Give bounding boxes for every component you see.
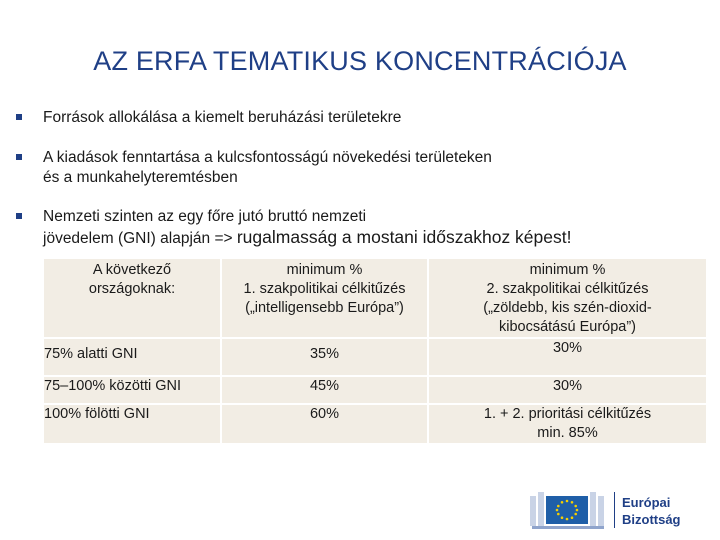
logo-text: Európai Bizottság <box>622 495 681 527</box>
concentration-table <box>42 257 708 445</box>
bullet-square-icon <box>16 154 22 160</box>
table-row <box>44 377 706 403</box>
cell-objective-2: 1. + 2. prioritási célkitűzés min. 85% <box>429 405 706 443</box>
cell-objective-2: 30% <box>429 339 706 375</box>
bullet-item-gni <box>16 207 571 249</box>
header-countries: A következő országoknak: <box>44 259 220 337</box>
page-title: AZ ERFA TEMATIKUS KONCENTRÁCIÓJA <box>93 46 627 76</box>
bullet-square-icon <box>16 213 22 219</box>
bullet-text-line1: Nemzeti szinten az egy főre jutó bruttó nemzeti <box>43 208 367 225</box>
row-label: 75% alatti GNI <box>44 339 220 375</box>
table-header-row <box>44 259 706 337</box>
bullet-square-icon <box>16 114 22 120</box>
header-objective-1: minimum % 1. szakpolitikai célkitűzés („intelligensebb Európa”) <box>222 259 427 337</box>
bullet-text-line2 <box>43 227 571 249</box>
cell-objective-2: 30% <box>429 377 706 403</box>
cell-objective-1: 45% <box>222 377 427 403</box>
table-row <box>44 405 706 443</box>
header-objective-2: minimum % 2. szakpolitikai célkitűzés („zöldebb, kis szén-dioxid- kibocsátású Európa”) <box>429 259 706 337</box>
bullet-text-line1: A kiadások fenntartása a kulcsfontosságú növekedési területeken <box>43 149 492 166</box>
row-label: 100% fölötti GNI <box>44 405 220 443</box>
bullet-item-allocation <box>16 108 401 128</box>
bullet-item-spending <box>16 148 492 188</box>
cell-objective-1: 35% <box>222 339 427 375</box>
cell-objective-1: 60% <box>222 405 427 443</box>
flexibility-highlight: rugalmasság a mostani időszakhoz képest! <box>236 227 572 247</box>
logo-divider <box>614 492 615 528</box>
row-label: 75–100% közötti GNI <box>44 377 220 403</box>
bullet-text-line2: és a munkahelyteremtésben <box>43 169 238 186</box>
bullet-text: Források allokálása a kiemelt beruházási területekre <box>43 109 402 126</box>
table-row <box>44 339 706 375</box>
bullet-text-part: jövedelem (GNI) alapján => <box>43 230 237 247</box>
